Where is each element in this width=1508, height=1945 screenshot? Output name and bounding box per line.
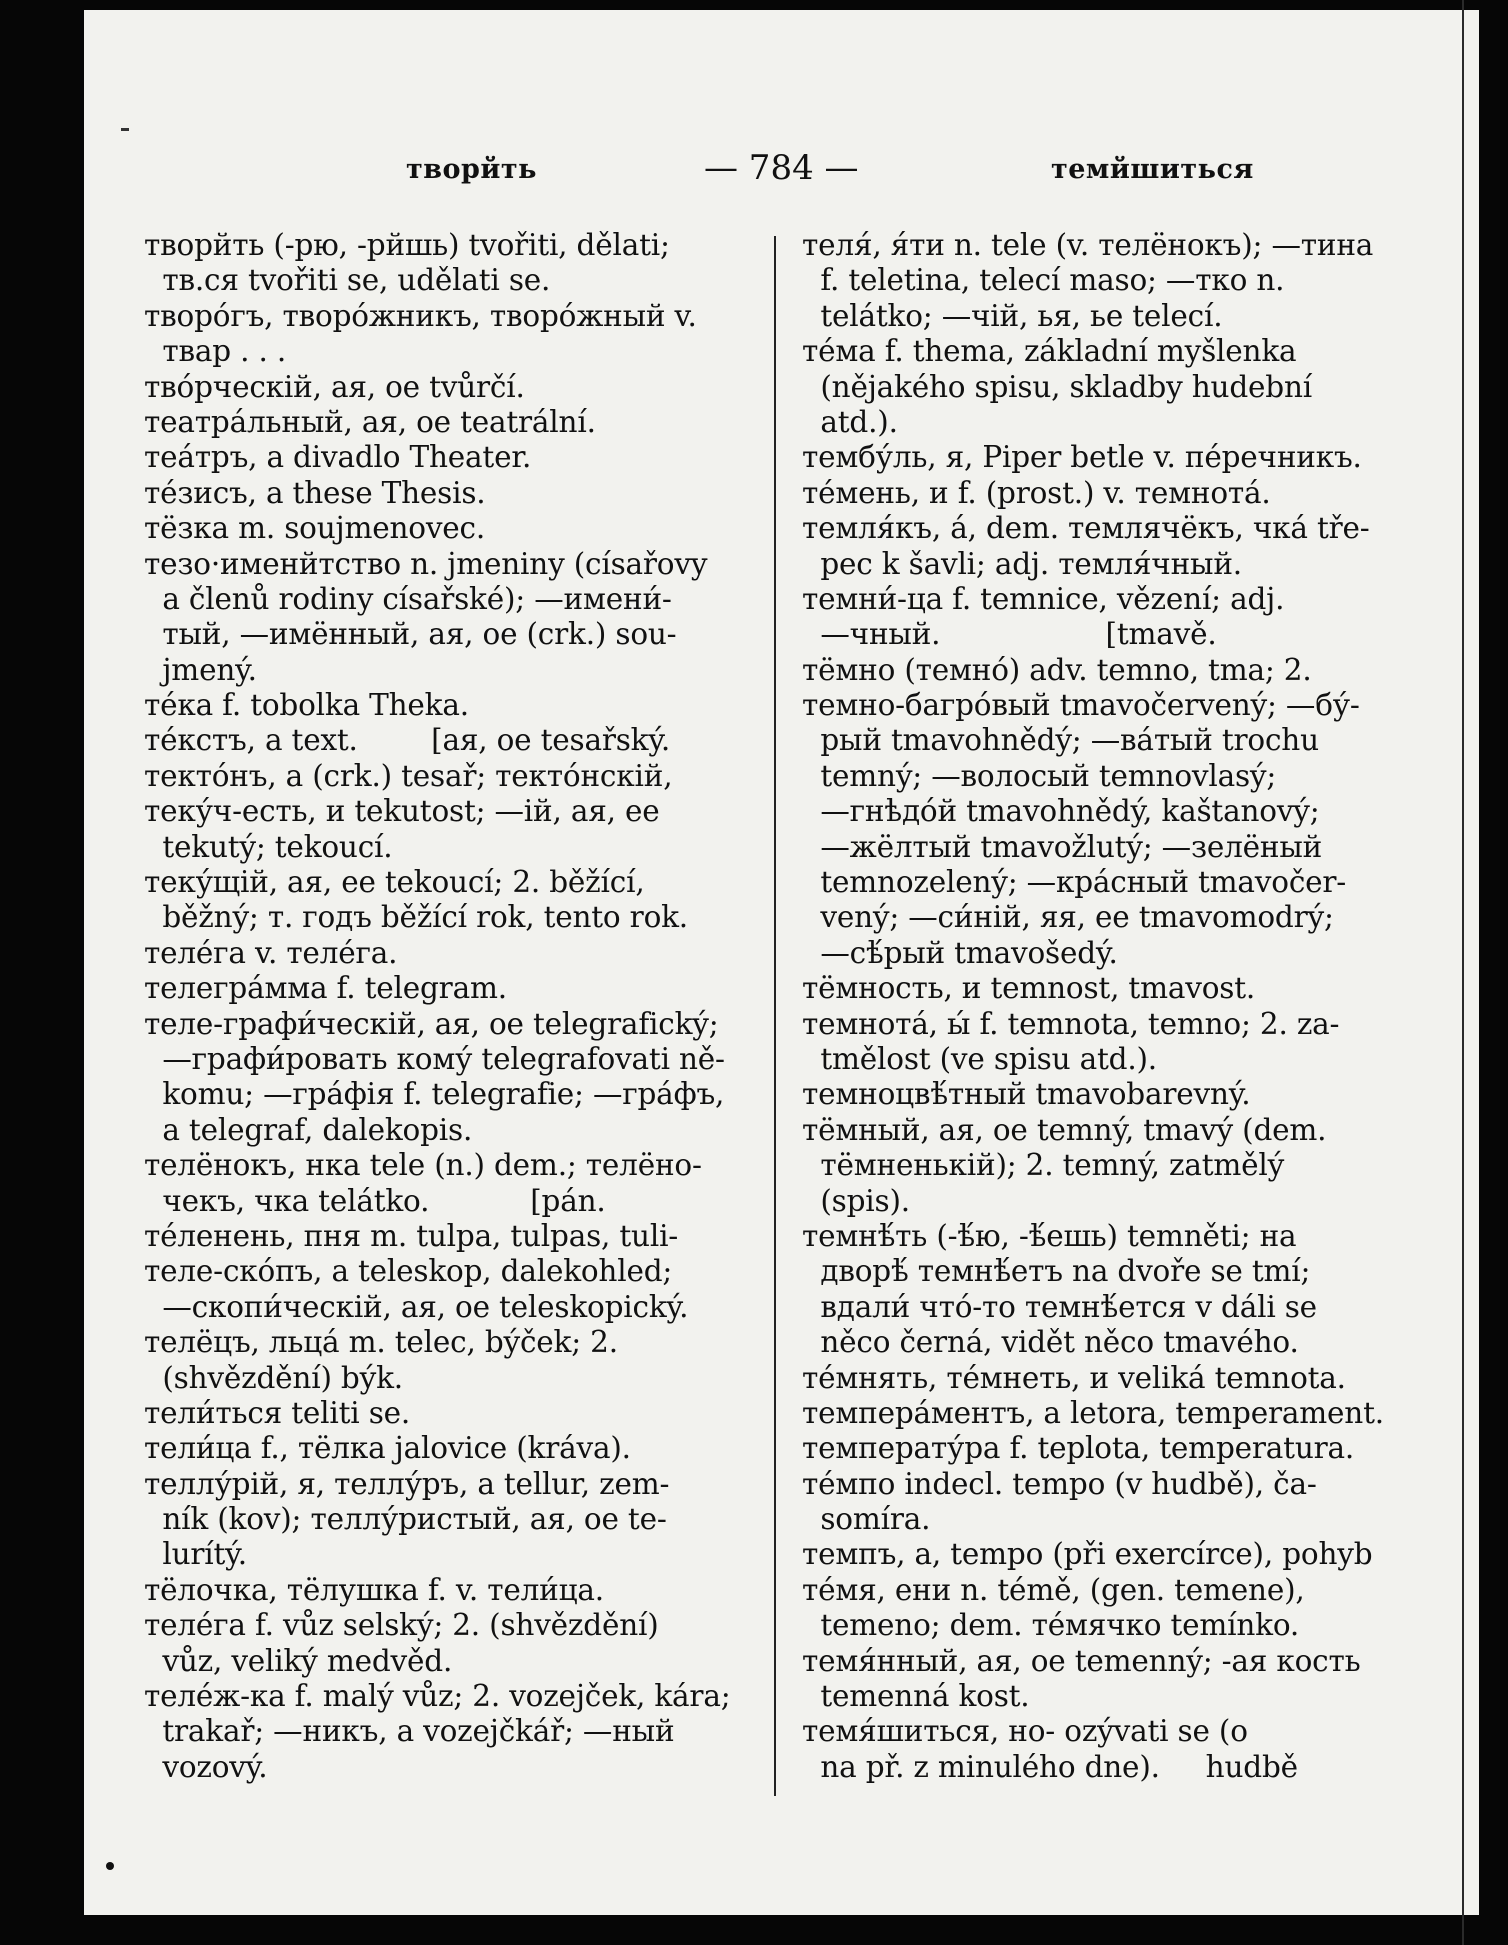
entry-line: тв.ся tvořiti se, udělati se.: [144, 263, 551, 298]
entry-line: тезо·именйтство n. jmeniny (císařovy: [144, 546, 708, 581]
entry-line: те́ленень, пня m. tulpa, tulpas, tuli-: [144, 1218, 679, 1253]
entry-line: тели́ца f., тёлка jalovice (kráva).: [144, 1431, 631, 1466]
entry-line: tekutý; tekoucí.: [144, 829, 393, 864]
dictionary-page: [84, 10, 1479, 1915]
entry-line: тембу́ль, я, Piper betle v. пе́речникъ.: [802, 440, 1362, 475]
left-column: [144, 228, 744, 1785]
entry-line: теллу́рій, я, теллу́ръ, а tellur, zem-: [144, 1466, 670, 1501]
entry-line: jmený.: [144, 652, 257, 687]
entry-line: темпера́ментъ, а letora, temperament.: [802, 1395, 1384, 1430]
entry-line: temný; —волосый temnovlasý;: [802, 758, 1277, 793]
entry-line: temeno; dem. те́мячко temínko.: [802, 1608, 1300, 1643]
entry-line: те́мень, и f. (prost.) v. темнота́.: [802, 475, 1271, 510]
entry-line: теле-ско́пъ, а teleskop, dalekohled;: [144, 1254, 673, 1289]
entry-line: теле́га v. теле́га.: [144, 935, 398, 970]
entry-line: рый tmavohnědý; —ва́тый trochu: [802, 723, 1319, 758]
entry-line: —чный. [tmavě.: [802, 617, 1217, 652]
entry-line: телёнокъ, нка tele (n.) dem.; телёно-: [144, 1148, 702, 1183]
entry-line: темнота́, ы́ f. temnota, temno; 2. za-: [802, 1006, 1340, 1041]
entry-line: tmělost (ve spisu atd.).: [802, 1041, 1157, 1076]
entry-line: телёцъ, льца́ m. telec, býček; 2.: [144, 1325, 618, 1360]
column-divider: [774, 236, 776, 1796]
entry-line: чекъ, чка telátko. [pán.: [144, 1183, 606, 1218]
entry-line: něco černá, vidět něco tmavého.: [802, 1325, 1299, 1360]
entry-line: —графи́ровать кому́ telegrafovati ně-: [144, 1041, 725, 1076]
entry-line: тво́рческій, ая, ое tvůrčí.: [144, 369, 525, 404]
entry-line: дворѣ́ темнѣ́етъ na dvoře se tmí;: [802, 1254, 1311, 1289]
entry-line: na př. z minulého dne). hudbě: [802, 1749, 1298, 1784]
entry-line: теле́ж-ка f. malý vůz; 2. vozejček, kára;: [144, 1679, 731, 1714]
entry-line: темя́нный, ая, ое temenný; -ая кость: [802, 1643, 1361, 1678]
entry-line: тёмненькій); 2. temný, zatmělý: [802, 1148, 1285, 1183]
entry-line: —скопи́ческій, ая, ое teleskopický.: [144, 1289, 689, 1324]
entry-line: телегра́мма f. telegram.: [144, 971, 507, 1006]
scan-mark: [121, 128, 129, 131]
entry-line: temnozelený; —кра́сный tmavočer-: [802, 865, 1347, 900]
entry-line: тёмный, ая, ое temný, tmavý (dem.: [802, 1112, 1327, 1147]
entry-line: (shvězdění) býk.: [144, 1360, 403, 1395]
entry-line: твар . . .: [144, 334, 287, 369]
entry-line: теку́щій, ая, ее tekoucí; 2. běžící,: [144, 865, 645, 900]
entry-line: темнѣ́ть (-ѣ́ю, -ѣ́ешь) temněti; на: [802, 1218, 1297, 1253]
entry-line: те́ма f. thema, základní myšlenka: [802, 334, 1297, 369]
entry-line: темноцвѣ́тный tmavobarevný.: [802, 1077, 1251, 1112]
entry-line: lurítý.: [144, 1537, 247, 1572]
entry-line: те́мпо indecl. tempo (v hudbě), ča-: [802, 1466, 1317, 1501]
entry-line: a členů rodiny císařské); —имени́-: [144, 581, 672, 616]
entry-line: vozový.: [144, 1749, 268, 1784]
page-number: — 784 —: [704, 148, 859, 188]
entry-line: теля́, я́ти n. tele (v. телёнокъ); —тина: [802, 228, 1374, 262]
entry-line: теку́ч-есть, и tekutost; —ій, ая, ее: [144, 794, 660, 829]
entry-line: творо́гъ, творо́жникъ, творо́жный v.: [144, 298, 697, 333]
left-running-head: творйть: [406, 154, 537, 185]
entry-line: somíra.: [802, 1502, 931, 1537]
entry-line: (spis).: [802, 1183, 910, 1218]
entry-line: vůz, veliký medvěd.: [144, 1643, 453, 1678]
entry-line: тёмность, и temnost, tmavost.: [802, 971, 1256, 1006]
entry-line: (nějakého spisu, skladby hudební: [802, 369, 1312, 404]
entry-line: текто́нъ, а (crk.) tesař; текто́нскій,: [144, 758, 673, 793]
entry-line: теле́га f. vůz selský; 2. (shvězdění): [144, 1608, 659, 1643]
entry-line: темно-багро́вый tmavočervený; —бу́-: [802, 688, 1360, 723]
entry-line: температу́ра f. teplota, temperatura.: [802, 1431, 1355, 1466]
entry-line: те́мнять, те́мнеть, и veliká temnota.: [802, 1360, 1346, 1395]
entry-line: творйть (-рю, -рйшь) tvořiti, dělati;: [144, 228, 670, 262]
page-header: [84, 148, 1479, 198]
entry-line: тели́ться teliti se.: [144, 1395, 411, 1430]
entry-line: trakař; —никъ, а vozejčkář; —ный: [144, 1714, 675, 1749]
scan-dot: [106, 1862, 114, 1870]
page-edge-line: [1462, 0, 1464, 1945]
entry-line: те́кстъ, а text. [ая, ое tesařský.: [144, 723, 671, 758]
entry-line: те́ка f. tobolka Theka.: [144, 688, 469, 723]
entry-line: тый, —имённый, ая, ое (crk.) sou-: [144, 617, 677, 652]
entry-line: темни́-ца f. temnice, vězení; adj.: [802, 581, 1285, 616]
entry-line: —сѣ́рый tmavošedý.: [802, 935, 1118, 970]
entry-line: —гнѣдо́й tmavohnědý, kaštanový;: [802, 794, 1320, 829]
entry-line: a telegraf, dalekopis.: [144, 1112, 473, 1147]
right-running-head: темйшиться: [1051, 154, 1254, 185]
entry-line: komu; —гра́фія f. telegrafie; —гра́фъ,: [144, 1077, 725, 1112]
entry-line: темя́шиться, но- ozývati se (o: [802, 1714, 1248, 1749]
entry-line: ník (kov); теллу́ристый, ая, ое te-: [144, 1502, 667, 1537]
entry-line: temenná kost.: [802, 1679, 1030, 1714]
right-column: [802, 228, 1467, 1785]
entry-line: темпъ, а, tempo (při exercírce), pohyb: [802, 1537, 1373, 1572]
entry-line: тёмно (темно́) adv. temno, tma; 2.: [802, 652, 1312, 687]
entry-line: vený; —си́ній, яя, ее tmavomodrý;: [802, 900, 1334, 935]
entry-line: театра́льный, ая, ое teatrální.: [144, 404, 596, 439]
entry-line: темля́къ, а́, dem. темлячёкъ, чка́ tře-: [802, 511, 1370, 546]
entry-line: теле-графи́ческій, ая, ое telegrafický;: [144, 1006, 719, 1041]
entry-line: теа́тръ, а divadlo Theater.: [144, 440, 532, 475]
entry-line: те́мя, ени n. témě, (gen. temene),: [802, 1572, 1305, 1607]
entry-line: f. teletina, telecí maso; —тко n.: [802, 263, 1285, 298]
entry-line: вдали́ что́-то темнѣ́ется v dáli se: [802, 1289, 1317, 1324]
entry-line: тёлочка, тёлушка f. v. тели́ца.: [144, 1572, 604, 1607]
entry-line: atd.).: [802, 404, 898, 439]
entry-line: pec k šavli; adj. темля́чный.: [802, 546, 1242, 581]
entry-line: telátko; —чій, ья, ье telecí.: [802, 298, 1223, 333]
entry-line: běžný; т. годъ běžící rok, tento rok.: [144, 900, 688, 935]
entry-line: те́зисъ, а these Thesis.: [144, 475, 486, 510]
entry-line: тёзка m. soujmenovec.: [144, 511, 486, 546]
entry-line: —жёлтый tmavožlutý; —зелёный: [802, 829, 1323, 864]
